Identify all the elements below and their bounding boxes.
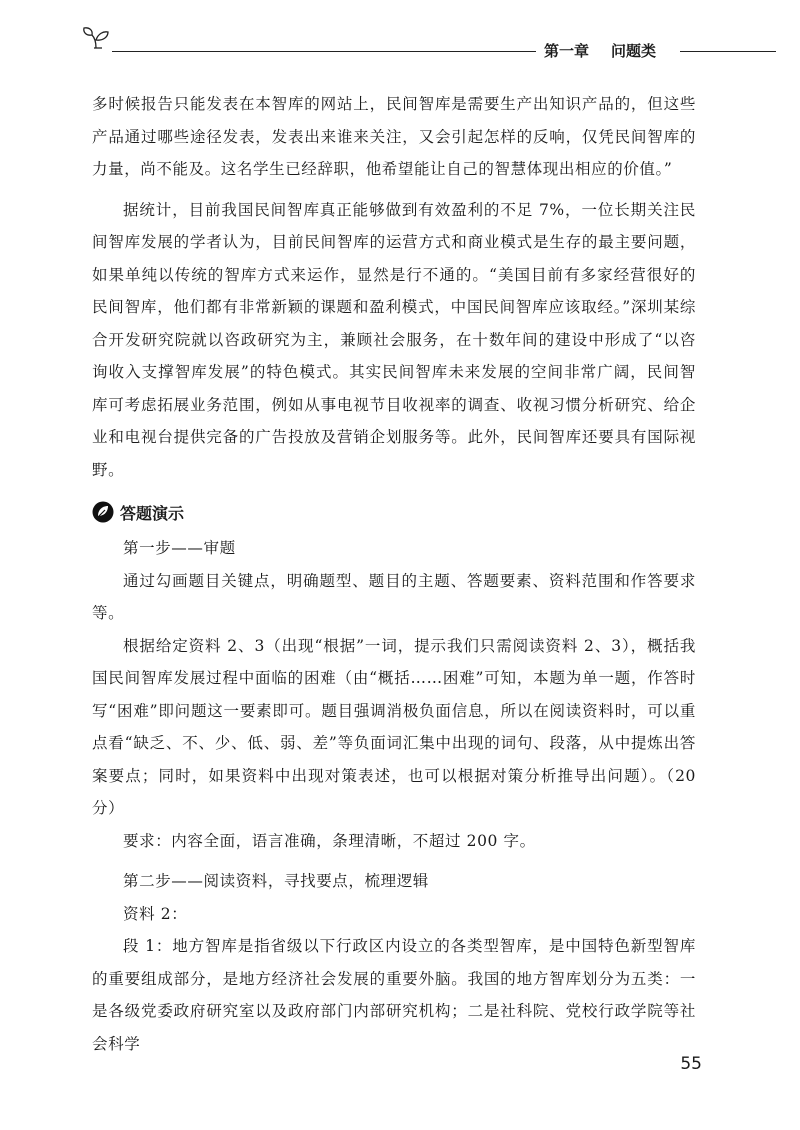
chapter-label: 第一章	[544, 42, 590, 60]
step1-title: 第一步——审题	[123, 539, 236, 557]
page-content	[92, 88, 696, 1060]
step1-paragraph-2: 根据给定资料 2、3（出现“根据”一词，提示我们只需阅读资料 2、3），概括我国民间智库发展过程中面临的困难（由“概括……困难”可知，本题为单一题，作答时写“困难”即问题这一要素即可。题目强调消极负面信息，所以在阅读资料时，可以重点看“缺乏、不、少、低、弱、差”等负面词汇集中出现的词句、段落，从中提炼出答案要点；同时，如果资料中出现对策表述，也可以根据对策分析推导出问题）。（20 分）	[92, 636, 696, 817]
step2-title: 第二步——阅读资料，寻找要点，梳理逻辑	[123, 872, 429, 890]
step1-paragraph-3: 要求：内容全面，语言准确，条理清晰，不超过 200 字。	[123, 831, 536, 850]
page-header	[82, 22, 776, 62]
material-label: 资料 2：	[123, 904, 188, 923]
header-rule-right	[680, 51, 776, 52]
leaf-sprout-icon	[82, 26, 110, 50]
section-title: 答题演示	[120, 503, 185, 523]
step2-paragraph-1: 段 1：地方智库是指省级以下行政区内设立的各类型智库，是中国特色新型智库的重要组成部分，是地方经济社会发展的重要外脑。我国的地方智库划分为五类：一是各级党委政府研究室以及政府部门内部研究机构；二是社科院、党校行政学院等社会科学	[92, 937, 696, 1053]
section-heading	[92, 494, 696, 530]
header-rule-left	[112, 51, 536, 52]
leaf-badge-icon	[92, 501, 114, 523]
paragraph-statistics: 据统计，目前我国民间智库真正能够做到有效盈利的不足 7%，一位长期关注民间智库发展的学者认为，目前民间智库的运营方式和商业模式是生存的最主要问题，如果单纯以传统的智库方式来运作，显然是行不通的。“美国目前有多家经营很好的民间智库，他们都有非常新颖的课题和盈利模式，中国民间智库应该取经。”深圳某综合开发研究院就以咨政研究为主，兼顾社会服务，在十数年间的建设中形成了“以咨询收入支撑智库发展”的特色模式。其实民间智库未来发展的空间非常广阔，民间智库可考虑拓展业务范围，例如从事电视节目收视率的调查、收视习惯分析研究、给企业和电视台提供完备的广告投放及营销企划服务等。此外，民间智库还要具有国际视野。	[92, 200, 696, 479]
chapter-title: 问题类	[611, 42, 657, 60]
header-chapter	[544, 40, 656, 61]
page-number: 55	[680, 1054, 702, 1074]
paragraph-continued: 多时候报告只能发表在本智库的网站上，民间智库是需要生产出知识产品的，但这些产品通过哪些途径发表，发表出来谁来关注，又会引起怎样的反响，仅凭民间智库的力量，尚不能及。这名学生已经辞职，他希望能让自己的智慧体现出相应的价值。”	[92, 95, 696, 178]
step1-paragraph-1: 通过勾画题目关键点，明确题型、题目的主题、答题要素、资料范围和作答要求等。	[92, 571, 696, 622]
